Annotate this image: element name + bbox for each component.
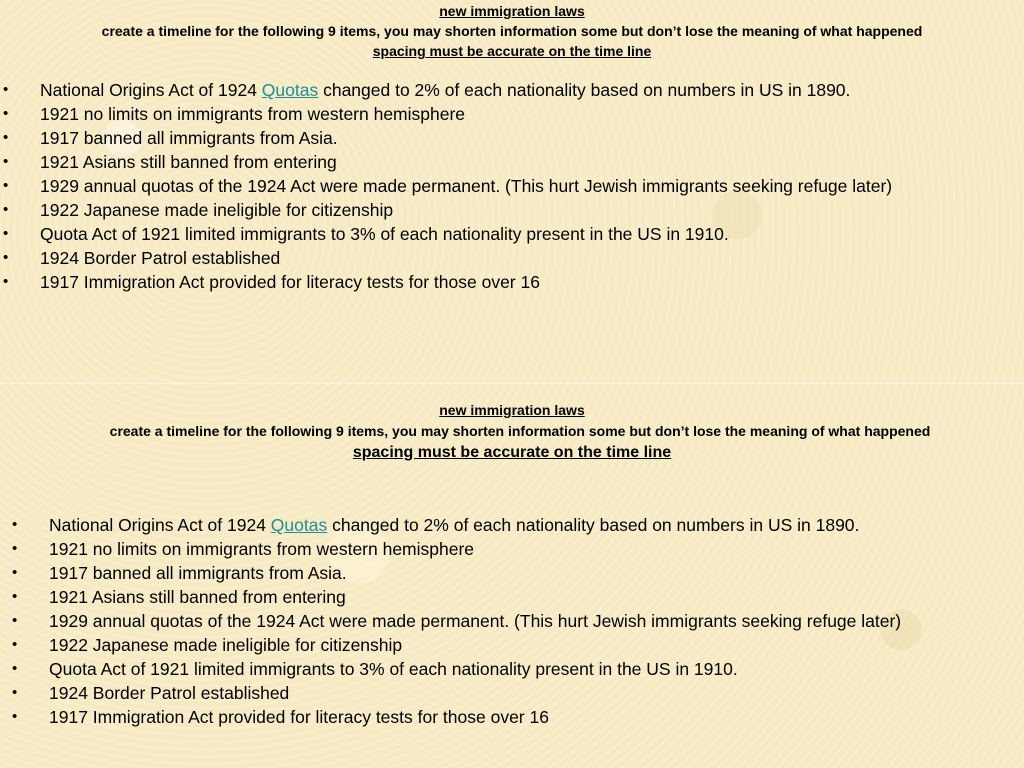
list-item-text: 1917 Immigration Act provided for literacy tests for those over 16	[49, 707, 549, 727]
heading-subheading: spacing must be accurate on the time line	[352, 444, 672, 461]
item-suffix: changed to 2% of each nationality based on numbers in US in 1890.	[327, 515, 860, 535]
quotas-link[interactable]: Quotas	[270, 515, 328, 535]
list-item-text: 1921 no limits on immigrants from western hemisphere	[40, 104, 466, 124]
list-item-text: 1917 Immigration Act provided for literacy tests for those over 16	[40, 272, 540, 292]
list-item-text: 1929 annual quotas of the 1924 Act were made permanent. (This hurt Jewish immigrants seeking refuge later)	[49, 611, 902, 631]
bullet-icon: •	[12, 588, 18, 605]
list-item-text: 1921 Asians still banned from entering	[40, 152, 337, 172]
bullet-icon: •	[12, 540, 18, 557]
list-item-text: 1921 no limits on immigrants from western hemisphere	[49, 539, 475, 559]
bullet-icon: •	[12, 708, 18, 725]
list-item-text	[40, 78, 850, 102]
list-item-text: Quota Act of 1921 limited immigrants to 3% of each nationality present in the US in 1910.	[49, 659, 738, 679]
bullet-icon: •	[3, 81, 9, 98]
list-item-text: 1921 Asians still banned from entering	[49, 587, 346, 607]
slide-header	[0, 400, 1024, 463]
heading-instruction: create a timeline for the following 9 items, you may shorten information some but don’t lose the meaning of what happened	[109, 423, 931, 439]
list-item-text: 1917 banned all immigrants from Asia.	[40, 128, 338, 148]
bullet-icon: •	[12, 564, 18, 581]
bullet-icon: •	[12, 636, 18, 653]
list-item-text: 1922 Japanese made ineligible for citizenship	[49, 635, 403, 655]
bullet-icon: •	[12, 612, 18, 629]
quotas-link[interactable]: Quotas	[261, 80, 319, 100]
item-prefix: National Origins Act of 1924	[49, 515, 271, 535]
bullet-icon: •	[3, 129, 9, 146]
heading-instruction: create a timeline for the following 9 items, you may shorten information some but don’t lose the meaning of what happened	[101, 23, 923, 39]
list-item-text	[49, 513, 859, 537]
bullet-icon: •	[3, 201, 9, 218]
bullet-icon: •	[3, 273, 9, 290]
list-item-text: 1917 banned all immigrants from Asia.	[49, 563, 347, 583]
bullet-icon: •	[3, 225, 9, 242]
bullet-icon: •	[3, 105, 9, 122]
item-suffix: changed to 2% of each nationality based on numbers in US in 1890.	[318, 80, 851, 100]
bullet-icon: •	[3, 249, 9, 266]
slide-header	[0, 1, 1024, 61]
list-item-text: 1929 annual quotas of the 1924 Act were made permanent. (This hurt Jewish immigrants seeking refuge later)	[40, 176, 893, 196]
item-prefix: National Origins Act of 1924	[40, 80, 262, 100]
slide-bottom	[0, 384, 1024, 768]
list-item-text: 1924 Border Patrol established	[49, 683, 290, 703]
heading-title: new immigration laws	[439, 3, 585, 19]
bullet-icon: •	[3, 153, 9, 170]
heading-title: new immigration laws	[439, 402, 585, 418]
bullet-icon: •	[12, 684, 18, 701]
list-item-text: 1922 Japanese made ineligible for citizenship	[40, 200, 394, 220]
heading-subheading: spacing must be accurate on the time line	[372, 43, 652, 59]
bullet-icon: •	[12, 516, 18, 533]
bullet-icon: •	[12, 660, 18, 677]
list-item-text: Quota Act of 1921 limited immigrants to 3% of each nationality present in the US in 1910.	[40, 224, 729, 244]
bullet-icon: •	[3, 177, 9, 194]
list-item-text: 1924 Border Patrol established	[40, 248, 281, 268]
